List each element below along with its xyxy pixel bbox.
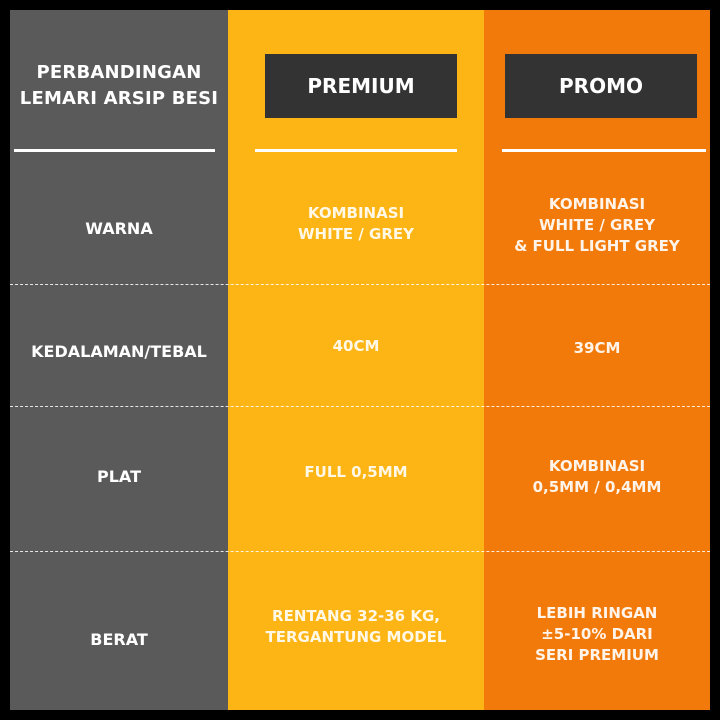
row-divider (10, 551, 710, 552)
promo-plat-line: 0,5MM / 0,4MM (532, 478, 662, 496)
row-label-berat: BERAT (90, 629, 148, 649)
table-title-line-2: LEMARI ARSIP BESI (19, 88, 219, 109)
premium-berat-line: RENTANG 32-36 KG, (272, 607, 440, 625)
comparison-table (10, 10, 710, 710)
premium-plat (228, 458, 484, 486)
premium-kedalaman-value: 40CM (332, 336, 380, 355)
header-underline-label (14, 149, 215, 152)
premium-berat-line: TERGANTUNG MODEL (265, 628, 447, 646)
row-divider (10, 406, 710, 407)
promo-berat-line: ±5-10% DARI (541, 624, 653, 643)
promo-warna (484, 190, 710, 260)
row-label-kedalaman: KEDALAMAN/TEBAL (31, 341, 207, 361)
premium-warna-line: KOMBINASI (307, 204, 405, 222)
row-label-plat: PLAT (97, 466, 141, 486)
premium-plat-value: FULL 0,5MM (304, 462, 408, 481)
premium-berat (228, 604, 484, 650)
row-divider (10, 284, 710, 285)
promo-berat (484, 600, 710, 668)
table-title-line-1: PERBANDINGAN (36, 62, 202, 83)
promo-plat (484, 454, 710, 500)
header-underline-premium (255, 149, 457, 152)
table-title (10, 60, 228, 112)
premium-header: PREMIUM (265, 54, 457, 118)
promo-warna-line: KOMBINASI (548, 194, 646, 213)
promo-berat-line: SERI PREMIUM (535, 645, 659, 664)
header-underline-promo (502, 149, 706, 152)
promo-warna-line: & FULL LIGHT GREY (514, 236, 680, 255)
promo-kedalaman-value: 39CM (573, 338, 621, 357)
promo-header: PROMO (505, 54, 697, 118)
premium-warna-line: WHITE / GREY (297, 225, 415, 243)
promo-warna-line: WHITE / GREY (538, 215, 656, 234)
row-label-warna: WARNA (85, 218, 153, 238)
promo-plat-line: KOMBINASI (548, 457, 646, 475)
premium-kedalaman (228, 332, 484, 360)
premium-warna (228, 200, 484, 248)
promo-berat-line: LEBIH RINGAN (536, 603, 658, 622)
promo-kedalaman (484, 334, 710, 362)
